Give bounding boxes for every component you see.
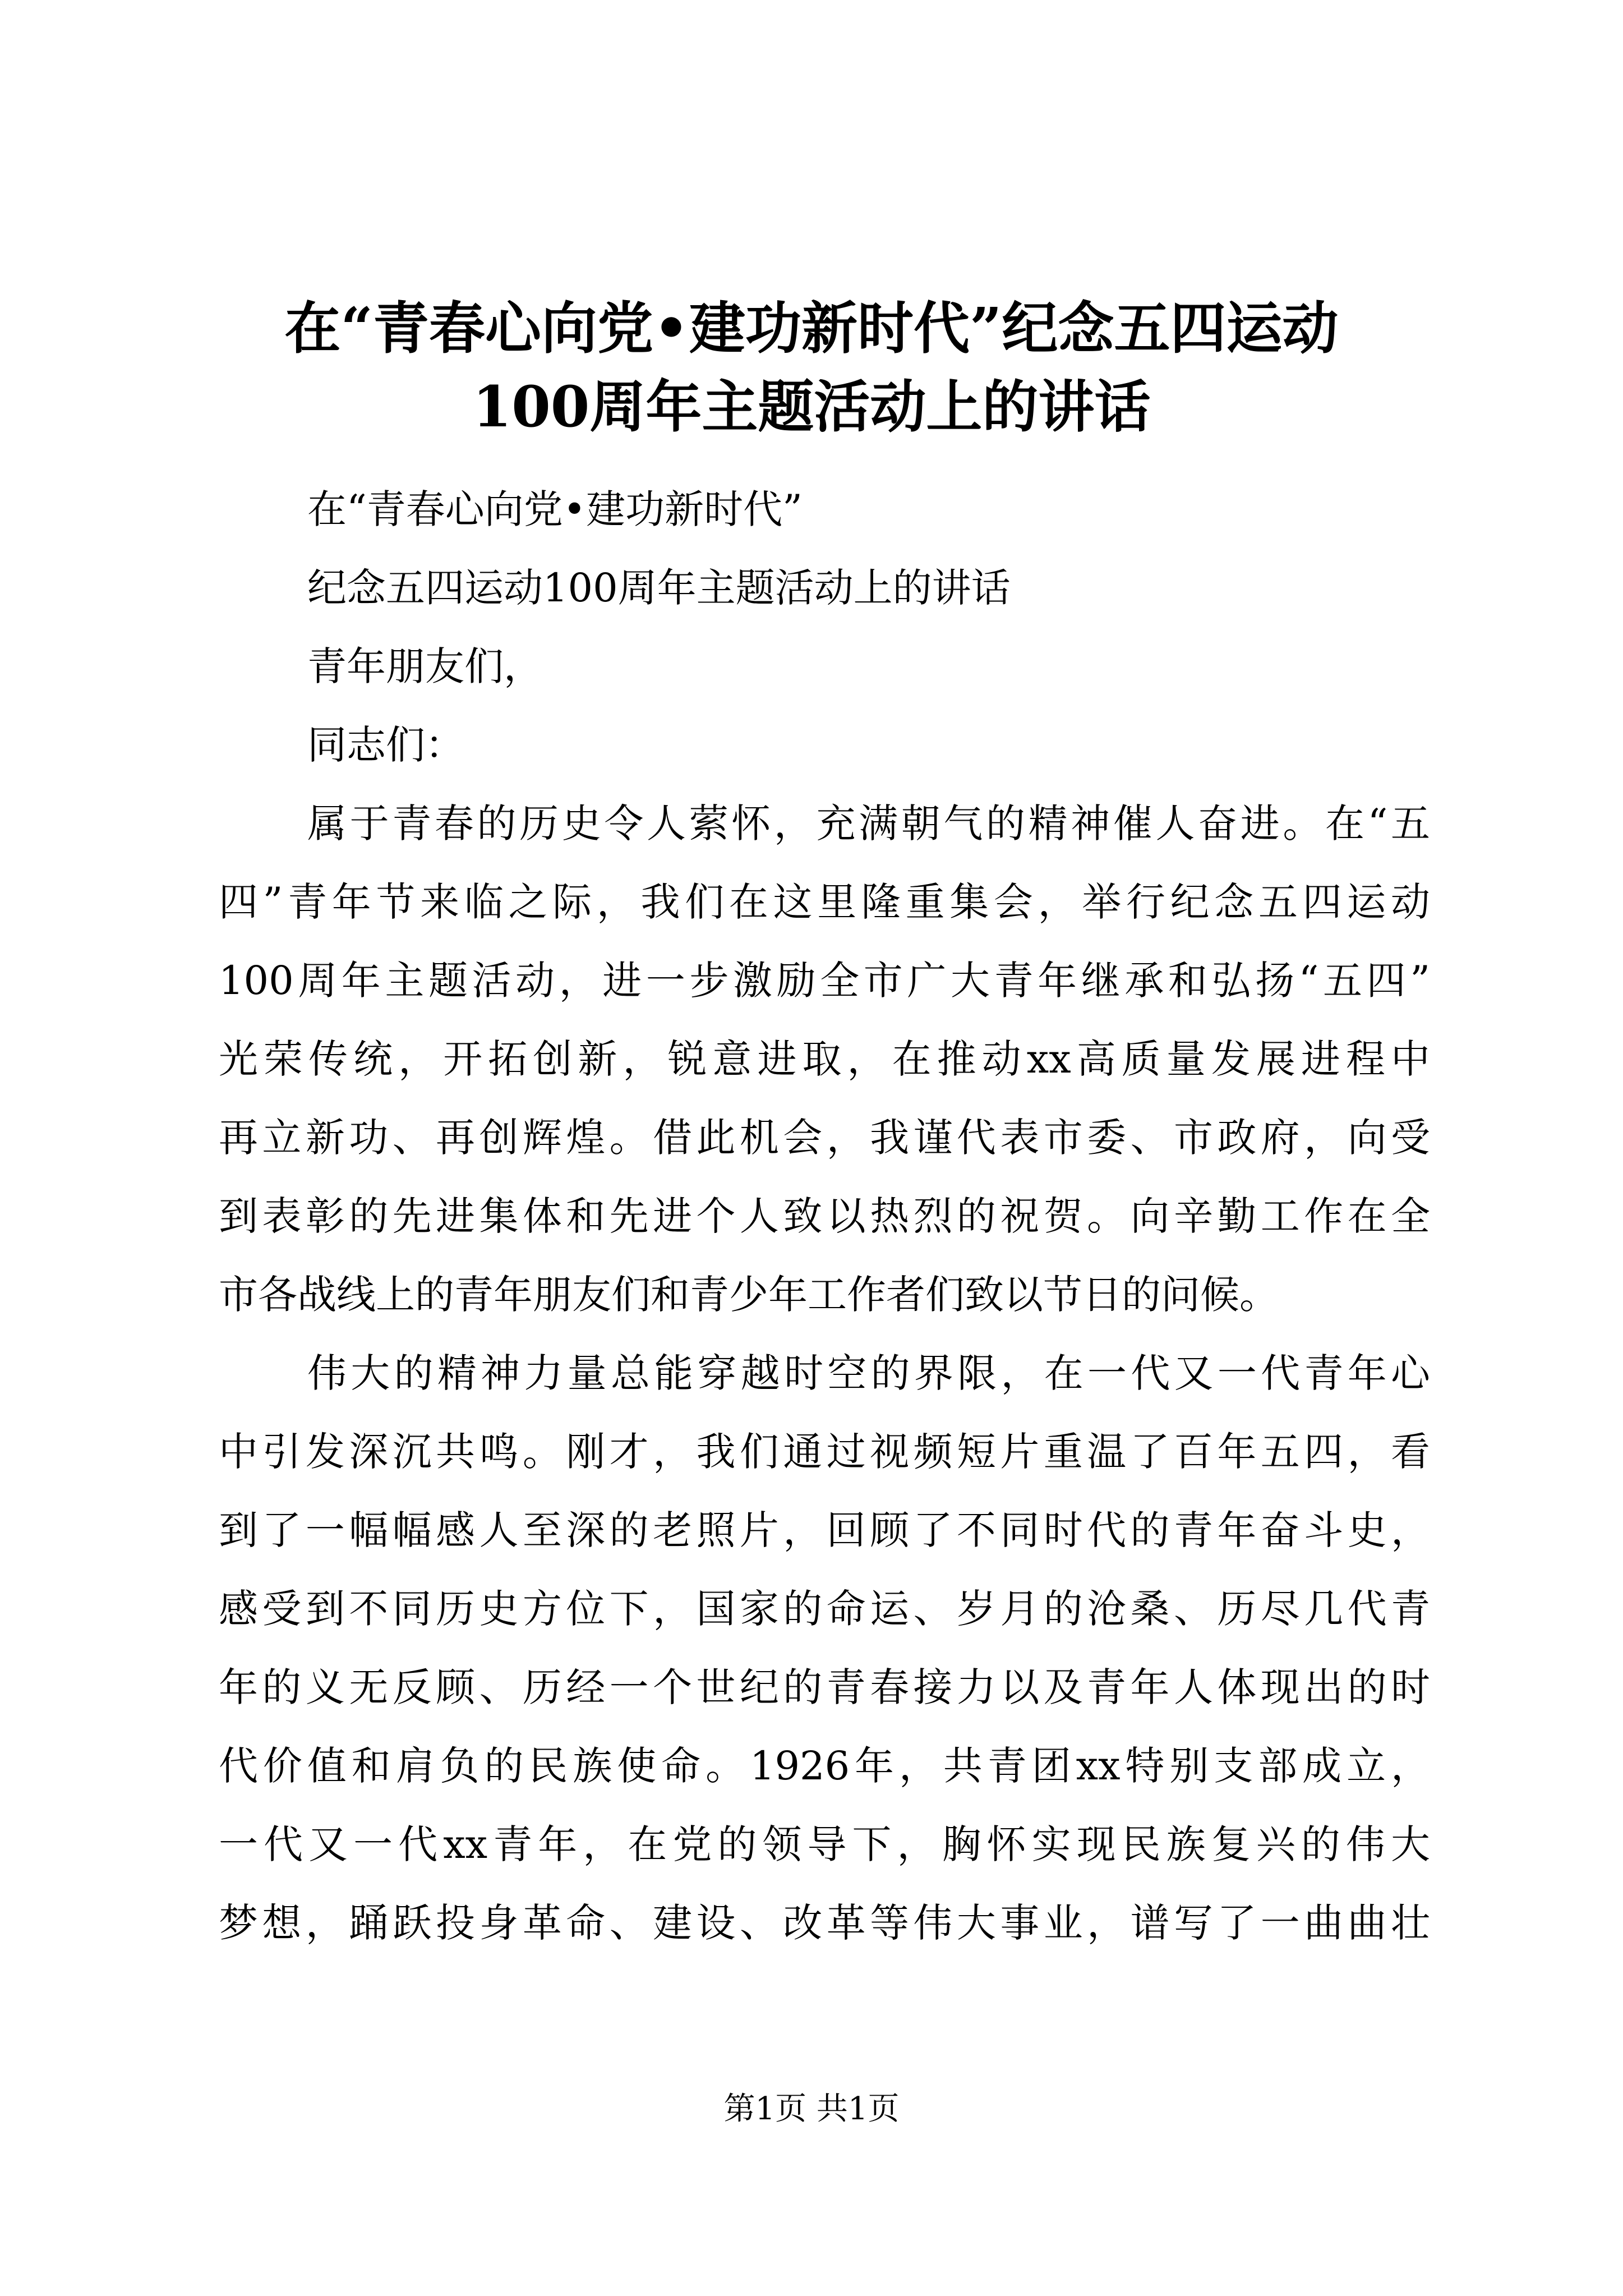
document-title xyxy=(168,289,1455,446)
paragraph-line: 年的义无反顾、历经一个世纪的青春接力以及青年人体现出的时 xyxy=(219,1664,1430,1710)
paragraph-line: 梦想，踊跃投身革命、建设、改革等伟大事业，谱写了一曲曲壮 xyxy=(219,1900,1430,1946)
paragraph-line: 属于青春的历史令人萦怀，充满朝气的精神催人奋进。在“五 xyxy=(307,800,1430,846)
paragraph-line: 100周年主题活动，进一步激励全市广大青年继承和弘扬“五四” xyxy=(219,958,1430,1004)
paragraph-line: 感受到不同历史方位下，国家的命运、岁月的沧桑、历尽几代青 xyxy=(219,1586,1430,1632)
paragraph-1 xyxy=(219,784,1430,1334)
salutation-youth: 青年朋友们， xyxy=(307,643,543,689)
paragraph-line: 到了一幅幅感人至深的老照片，回顾了不同时代的青年奋斗史， xyxy=(219,1507,1430,1553)
paragraph-line: 中引发深沉共鸣。刚才，我们通过视频短片重温了百年五四，看 xyxy=(219,1429,1430,1475)
salutation-comrades: 同志们： xyxy=(307,722,464,768)
paragraph-line: 四”青年节来临之际，我们在这里隆重集会，举行纪念五四运动 xyxy=(219,879,1430,925)
paragraph-line: 再立新功、再创辉煌。借此机会，我谨代表市委、市政府，向受 xyxy=(219,1115,1430,1161)
paragraph-line: 代价值和肩负的民族使命。1926年，共青团xx特别支部成立， xyxy=(219,1743,1430,1789)
subtitle-line-2: 纪念五四运动100周年主题活动上的讲话 xyxy=(307,565,1011,611)
paragraph-2 xyxy=(219,1334,1430,1962)
subtitle-line-1: 在“青春心向党•建功新时代” xyxy=(307,486,803,532)
page-footer: 第1页 共1页 xyxy=(723,2091,900,2127)
paragraph-line: 一代又一代xx青年，在党的领导下，胸怀实现民族复兴的伟大 xyxy=(219,1821,1430,1867)
paragraph-line: 伟大的精神力量总能穿越时空的界限，在一代又一代青年心 xyxy=(307,1350,1430,1396)
paragraph-line: 到表彰的先进集体和先进个人致以热烈的祝贺。向辛勤工作在全 xyxy=(219,1193,1430,1239)
paragraph-line: 市各战线上的青年朋友们和青少年工作者们致以节日的问候。 xyxy=(219,1272,1279,1318)
title-line-1: 在“青春心向党•建功新时代”纪念五四运动 xyxy=(284,295,1339,361)
document-body xyxy=(219,470,1430,1962)
title-line-2: 100周年主题活动上的讲话 xyxy=(472,374,1151,440)
paragraph-line: 光荣传统，开拓创新，锐意进取，在推动xx高质量发展进程中 xyxy=(219,1036,1430,1082)
